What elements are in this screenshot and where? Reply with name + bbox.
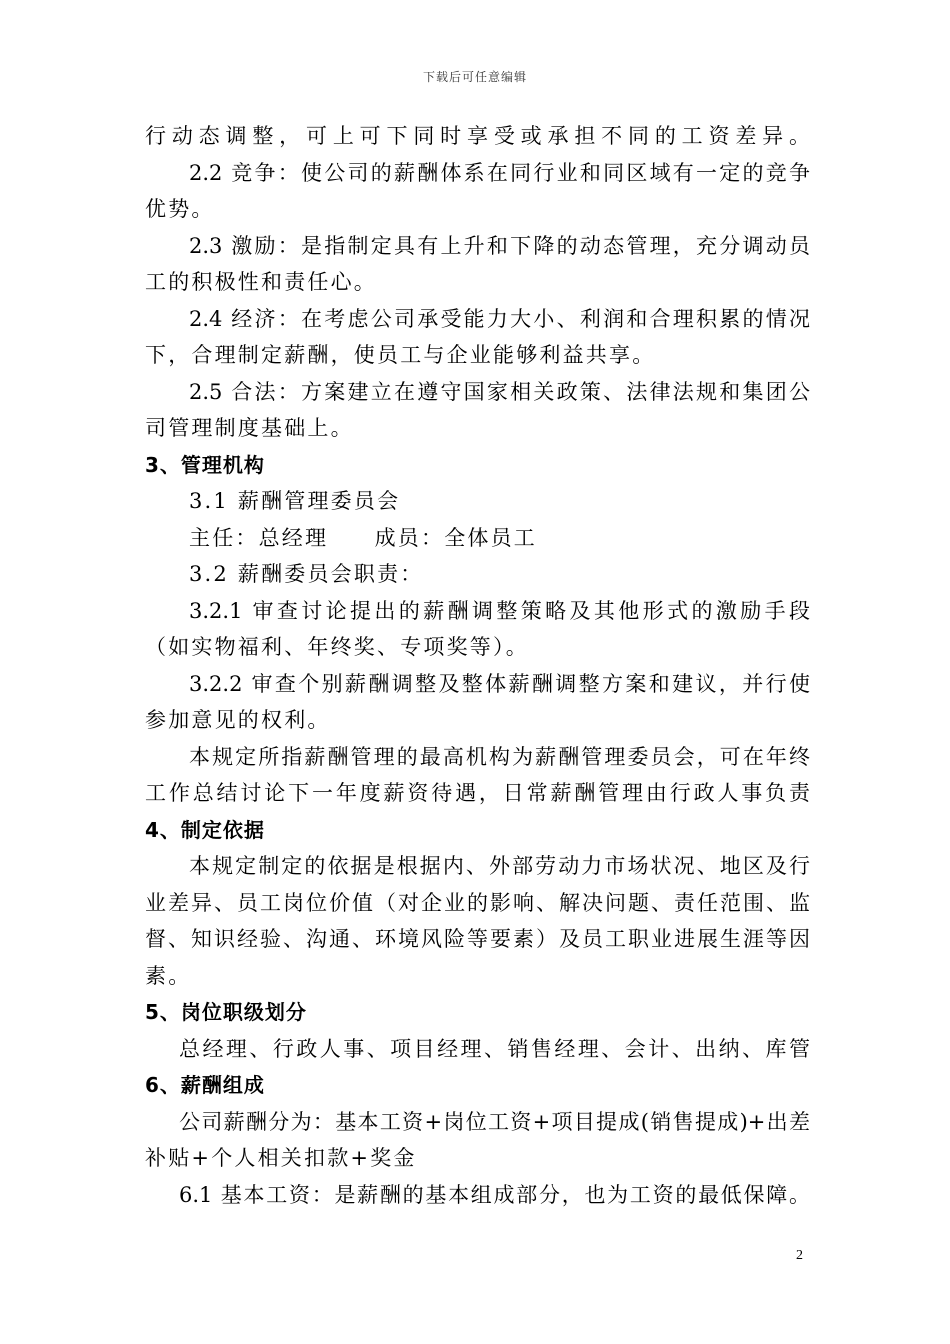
paragraph-line: 本规定所指薪酬管理的最高机构为薪酬管理委员会，可在年终: [189, 744, 810, 769]
section-heading: 4、制定依据: [145, 817, 265, 842]
paragraph-line: 督、知识经验、沟通、环境风险等要素）及员工职业进展生涯等因: [145, 927, 810, 951]
section-heading: 5、岗位职级划分: [145, 1000, 307, 1024]
document-body: [145, 118, 810, 1213]
paragraph-line: 司管理制度基础上。: [145, 416, 354, 440]
paragraph-line: 行动态调整，可上可下同时享受或承担不同的工资差异。: [145, 124, 810, 148]
paragraph-line: 业差异、员工岗位价值（对企业的影响、解决问题、责任范围、监: [145, 890, 810, 915]
subsection-title: 3.1 薪酬管理委员会: [189, 489, 401, 513]
paragraph-line: 本规定制定的依据是根据内、外部劳动力市场状况、地区及行: [189, 854, 810, 878]
paragraph-line: 工的积极性和责任心。: [145, 270, 377, 294]
paragraph-line: 素。: [145, 963, 192, 988]
paragraph-line: 3.2.2 审查个别薪酬调整及整体薪酬调整方案和建议，并行使: [189, 671, 810, 696]
paragraph-line: 主任：总经理 成员：全体员工: [189, 525, 537, 550]
paragraph-line: 6.1 基本工资：是薪酬的基本组成部分，也为工资的最低保障。: [179, 1182, 810, 1207]
paragraph-line: 公司薪酬分为：基本工资+岗位工资+项目提成(销售提成)+出差: [179, 1109, 810, 1134]
paragraph-line: 工作总结讨论下一年度薪资待遇，日常薪酬管理由行政人事负责: [145, 781, 810, 805]
paragraph-line: 参加意见的权利。: [145, 708, 331, 732]
paragraph-line: 2.4 经济：在考虑公司承受能力大小、利润和合理积累的情况: [189, 306, 810, 331]
paragraph-line: 总经理、行政人事、项目经理、销售经理、会计、出纳、库管: [179, 1036, 810, 1061]
header-note: 下载后可任意编辑: [422, 70, 527, 84]
paragraph-line: 下，合理制定薪酬，使员工与企业能够利益共享。: [145, 343, 656, 367]
section-heading: 3、管理机构: [145, 452, 265, 477]
subsection-title: 3.2 薪酬委员会职责：: [189, 562, 424, 586]
paragraph-line: 优势。: [145, 197, 215, 221]
section-heading: 6、薪酬组成: [145, 1073, 265, 1097]
paragraph-line: 2.3 激励：是指制定具有上升和下降的动态管理，充分调动员: [189, 233, 810, 258]
paragraph-line: 2.2 竞争：使公司的薪酬体系在同行业和同区域有一定的竞争: [189, 160, 810, 185]
paragraph-line: 2.5 合法：方案建立在遵守国家相关政策、法律法规和集团公: [189, 379, 810, 404]
paragraph-line: （如实物福利、年终奖、专项奖等）。: [145, 635, 529, 659]
paragraph-line: 3.2.1 审查讨论提出的薪酬调整策略及其他形式的激励手段: [189, 598, 810, 623]
page-number: 2: [796, 1248, 803, 1263]
paragraph-line: 补贴+个人相关扣款+奖金: [145, 1146, 417, 1170]
